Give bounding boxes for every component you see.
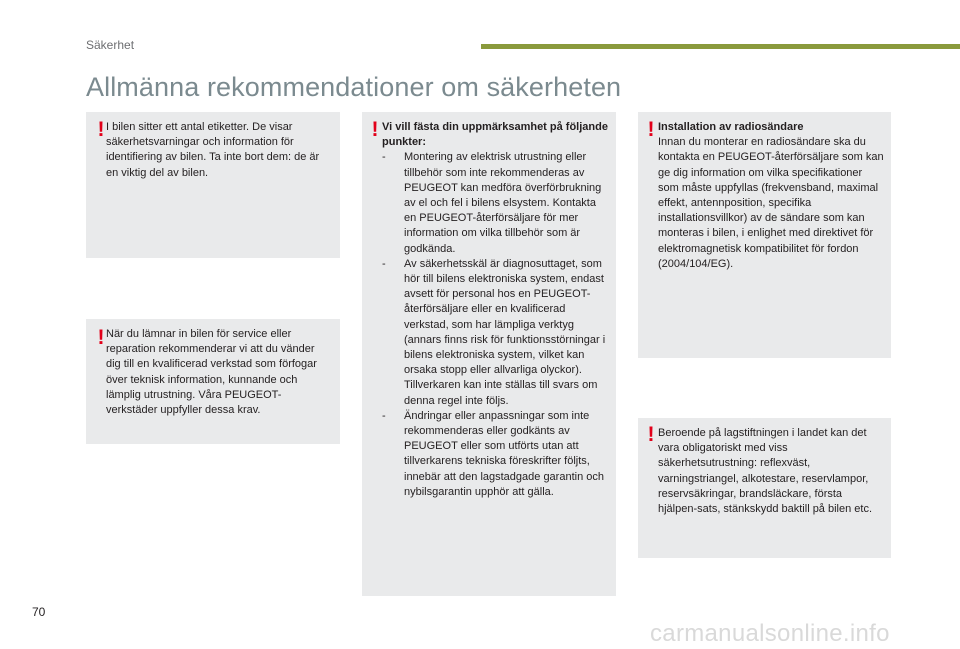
note-box-labels	[86, 112, 340, 258]
page-number: 70	[32, 605, 46, 619]
list-item: - Montering av elektrisk utrustning eller tillbehör som inte rekommenderas av PEUGEOT kan medföra överförbrukning av el och fel i bilens elsystem. Kontakta en PEUGEOT-återförsäljare för mer information om vilka tillbehör som är godkända.	[382, 151, 602, 255]
note-box-attention	[362, 112, 616, 596]
attention-heading: Vi vill fästa din uppmärksamhet på följande punkter:	[382, 121, 608, 149]
warning-icon: !	[97, 118, 105, 141]
note-text-labels: I bilen sitter ett antal etiketter. De visar säkerhetsvarningar och information för identifiering av bilen. Ta inte bort dem: de är en viktig del av bilen.	[106, 121, 320, 179]
note-box-service	[86, 319, 340, 444]
attention-list	[382, 150, 608, 500]
radio-heading: Installation av radiosändare	[658, 121, 804, 133]
note-text-attention	[382, 120, 608, 500]
list-item: - Av säkerhetsskäl är diagnosuttaget, som hör till bilens elektroniska system, endast avsett för personal hos en PEUGEOT-återförsäljare eller en kvalificerad verkstad, som har lämpliga verktyg (annars finns risk för funktionsstörningar i bilens elektroniska system, vilket kan orsaka stopp eller allvarliga olyckor). Tillverkaren kan inte ställas till svars om denna regel inte följs.	[382, 257, 606, 407]
note-box-radio	[638, 112, 891, 358]
note-text-service: När du lämnar in bilen för service eller reparation rekommenderar vi att du vänder dig till en kvalificerad verkstad som förfogar över teknisk information, kunnande och lämplig utrustning. Våra PEUGEOT-verkstäder uppfyller dessa krav.	[106, 328, 317, 417]
page-title: Allmänna rekommendationer om säkerheten	[86, 72, 622, 102]
watermark: carmanualsonline.info	[650, 620, 890, 647]
warning-icon: !	[371, 118, 379, 141]
section-bar	[481, 44, 960, 49]
list-item: - Ändringar eller anpassningar som inte rekommenderas eller godkänts av PEUGEOT eller som utförts utan att tillverkarens tekniska föreskrifter följts, innebär att den lagstadgade garantin och nybilsgarantin upphör att gälla.	[382, 409, 604, 498]
warning-icon: !	[647, 118, 655, 141]
attention-item-3: Ändringar eller anpassningar som inte rekommenderas eller godkänts av PEUGEOT eller som utförts utan att tillverkarens tekniska föreskrifter följts, innebär att den lagstadgade garantin och nybilsgarantin upphör att gälla.	[404, 409, 604, 498]
radio-text: Innan du monterar en radiosändare ska du kontakta en PEUGEOT-återförsäljare som kan ge dig information om vilka specifikationer som måste uppfyllas (frekvensband, maximal effekt, antennposition, specifika installationsvillkor) av de sändare som kan monteras i bilen, i enlighet med direktivet för elektromagnetisk kompatibilitet för fordon (2004/104/EG).	[658, 136, 884, 270]
note-text-radio	[658, 120, 886, 272]
note-box-equipment	[638, 418, 891, 558]
warning-icon: !	[647, 423, 655, 446]
attention-item-2: Av säkerhetsskäl är diagnosuttaget, som hör till bilens elektroniska system, endast avsett för personal hos en PEUGEOT-återförsäljare eller en kvalificerad verkstad, som har lämpliga verktyg (annars finns risk för funktionsstörningar i bilens elektroniska system, vilket kan orsaka stopp eller allvarliga olyckor). Tillverkaren kan inte ställas till svars om denna regel inte följs.	[404, 257, 606, 407]
warning-icon: !	[97, 326, 105, 349]
note-text-equipment: Beroende på lagstiftningen i landet kan det vara obligatoriskt med viss säkerhetsutrustning: reflexväst, varningstriangel, alkotestare, reservlampor, reservsäkringar, brandsläckare, första hjälpen-sats, stänkskydd baktill på bilen etc.	[658, 427, 873, 516]
section-label: Säkerhet	[86, 38, 135, 52]
attention-item-1: Montering av elektrisk utrustning eller tillbehör som inte rekommenderas av PEUGEOT kan medföra överförbrukning av el och fel i bilens elsystem. Kontakta en PEUGEOT-återförsäljare för mer information om vilka tillbehör som är godkända.	[404, 151, 602, 255]
